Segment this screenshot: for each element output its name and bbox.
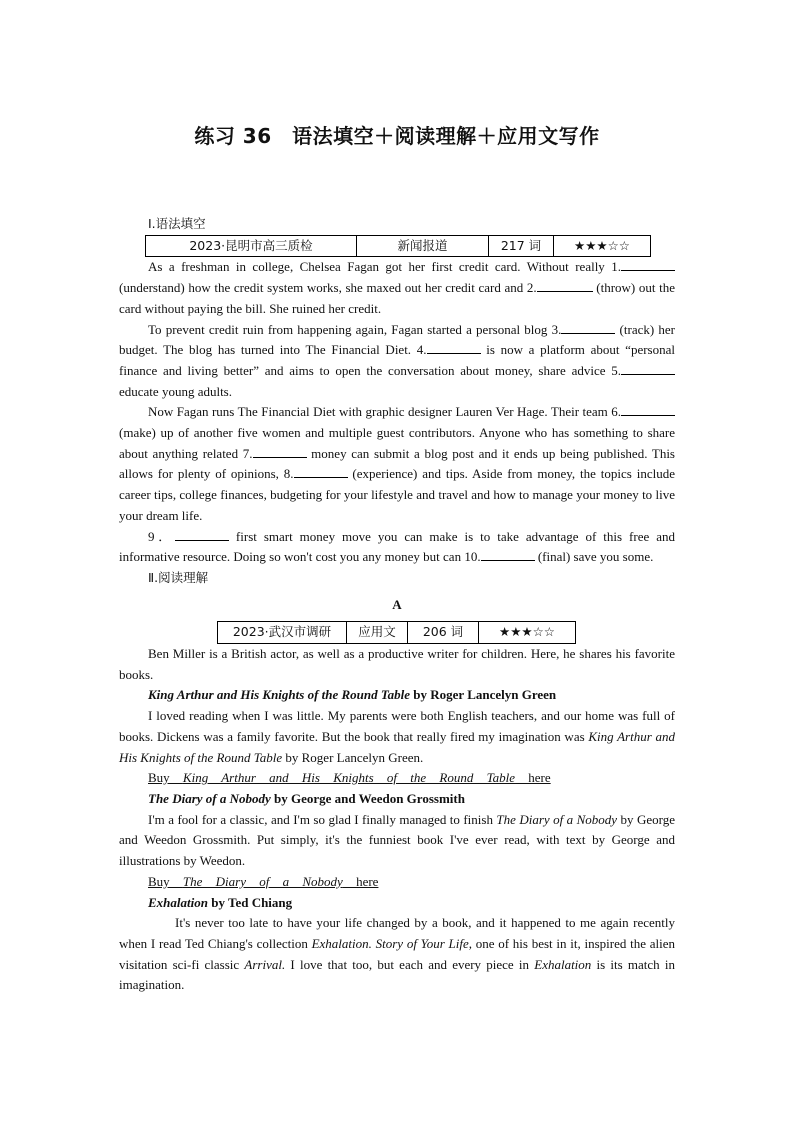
info-table-1 [145,235,651,258]
book-heading: Exhalation by Ted Chiang [148,894,293,910]
blank-5 [621,362,675,375]
paragraph: It's never too late to have your life changed by a book, and it happened to me again recently when I read Ted Chiang's collection Exhalation. Story of Your Life, one of his best in it, inspired the alien visitation sci-fi classic Arrival. I love that too, but each and every piece in Exhalation is its match in imagination. [119,915,675,993]
info-source: 2023·武汉市调研 [218,622,347,644]
info-difficulty: ★★★☆☆ [554,235,651,257]
section-label-reading: Ⅱ.阅读理解 [148,569,209,585]
book-heading: King Arthur and His Knights of the Round Table by Roger Lancelyn Green [148,687,557,703]
blank-1 [621,258,675,271]
info-source: 2023·昆明市高三质检 [146,235,357,257]
buy-link[interactable]: Buy The Diary of a Nobody here [148,873,379,889]
document-body [119,214,675,996]
buy-link[interactable]: Buy King Arthur and His Knights of the Round Table here [148,770,551,786]
book-heading: The Diary of a Nobody by George and Weedon Grossmith [148,790,465,806]
blank-9 [175,528,229,541]
paragraph: I loved reading when I was little. My parents were both English teachers, and our home was full of books. Dickens was a family favorite. But the book that really fired my imagination was King Arthur and His Knights of the Round Table by Roger Lancelyn Green. [119,708,675,765]
paragraph: As a freshman in college, Chelsea Fagan got her first credit card. Without really 1. (understand) how the credit system works, she maxed out her credit card and 2. (throw) out the card without paying the bill. She ruined her credit. [119,259,676,316]
info-wordcount: 206 词 [408,622,479,644]
info-wordcount: 217 词 [489,235,554,257]
blank-7 [253,445,307,458]
info-genre: 新闻报道 [357,235,489,257]
page-title: 练习 36 语法填空＋阅读理解＋应用文写作 [194,124,600,148]
info-genre: 应用文 [347,622,408,644]
paragraph: Now Fagan runs The Financial Diet with graphic designer Lauren Ver Hage. Their team 6. (make) up of another five women and multiple guest contributors. Anyone who has something to share about anything related 7. money can submit a blog post and it ends up being published. This allows for plenty of opinions, 8. (experience) and tips. Aside from money, the topics include career tips, college finances, budgeting for your lifestyle and travel and how to manage your money to live your dream life. [119,404,675,523]
blank-4 [427,341,481,354]
paragraph: I'm a fool for a classic, and I'm so glad I finally managed to finish The Diary of a Nobody by George and Weedon Grossmith. Put simply, it's the funniest book I've ever read, with text by George and illustrations by Weedon. [119,811,675,869]
blank-2 [537,279,593,292]
passage-letter: A [392,596,402,612]
section-label-grammar: Ⅰ.语法填空 [148,216,206,231]
blank-8 [294,465,348,478]
blank-10 [481,548,535,561]
intro-paragraph: Ben Miller is a British actor, as well as a productive writer for children. Here, he shares his favorite books. [119,646,675,682]
info-difficulty: ★★★☆☆ [479,622,576,644]
info-table-2 [217,621,576,644]
paragraph: To prevent credit ruin from happening again, Fagan started a personal blog 3. (track) her budget. The blog has turned into The Financial Diet. 4. is now a platform about “personal finance and living better” and aims to open the conversation about money, share advice 5. educate young adults. [119,321,675,399]
blank-3 [561,321,615,334]
blank-6 [621,403,675,416]
paragraph: 9． first smart money move you can make is to take advantage of this free and informative resource. Doing so won't cost you any money but can 10. (final) save you some. [119,528,675,565]
